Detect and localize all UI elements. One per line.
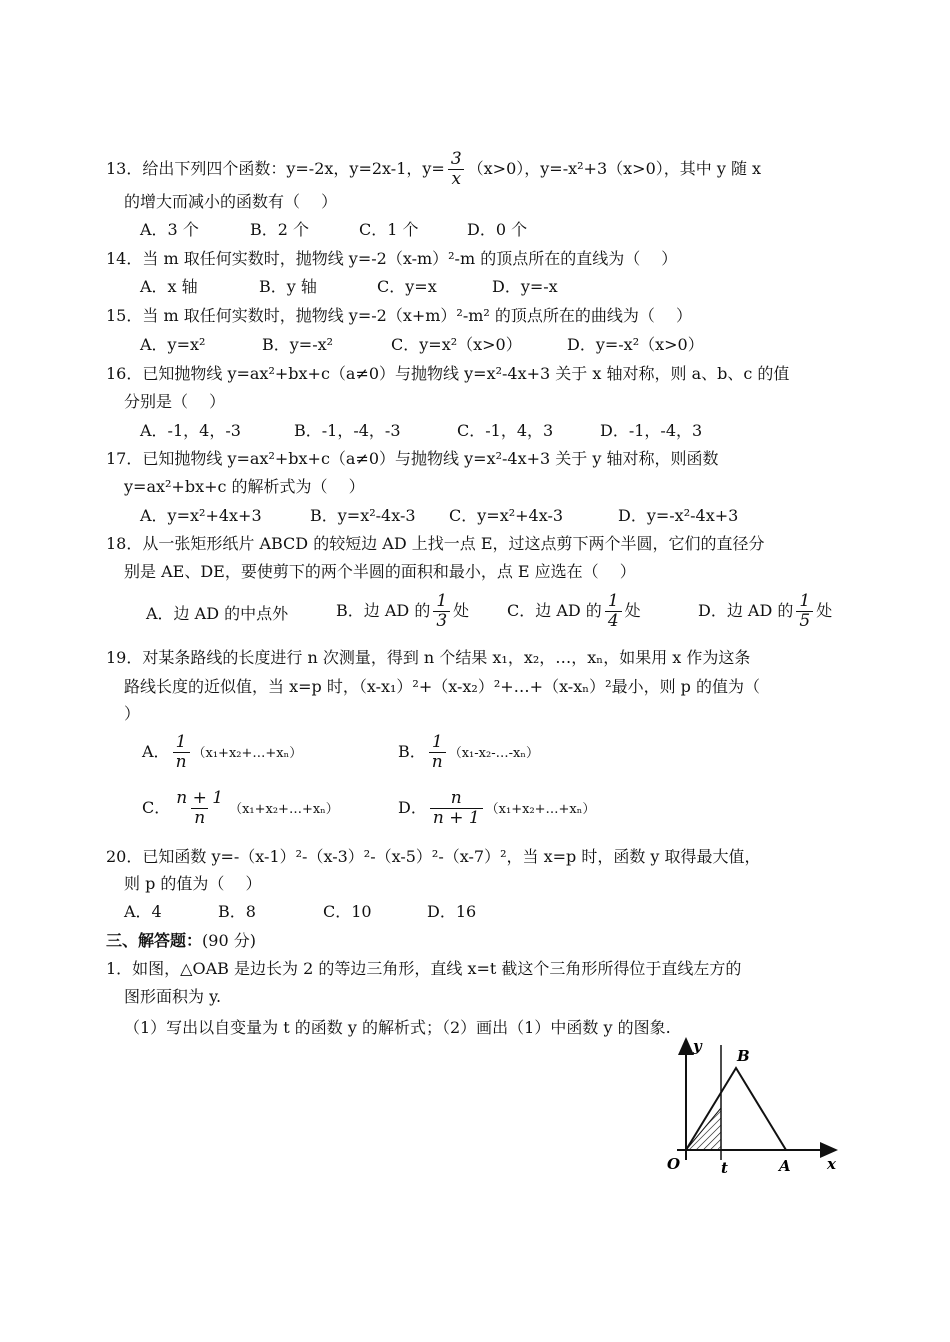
q17-option-c: C．y=x²+4x-3 xyxy=(449,506,564,525)
q18-option-c xyxy=(507,592,641,631)
section-score: (90 分) xyxy=(202,931,256,950)
frac-num: 1 xyxy=(175,732,187,752)
q15-option-a: A．y=x² xyxy=(140,335,206,354)
q13-head: 13．给出下列四个函数：y=-2x，y=2x-1，y= xyxy=(106,159,445,178)
frac-den: n xyxy=(191,808,208,828)
q19-option-d-fraction xyxy=(430,789,483,828)
q17-line1: 17．已知抛物线 y=ax²+bx+c（a≠0）与抛物线 y=x²-4x+3 关于 y 轴对称，则函数 xyxy=(106,449,719,468)
q16-line1: 16．已知抛物线 y=ax²+bx+c（a≠0）与抛物线 y=x²-4x+3 关于 x 轴对称，则 a、b、c 的值 xyxy=(106,364,790,383)
q15-option-b: B．y=-x² xyxy=(262,335,334,354)
q18-option-c-fraction xyxy=(605,592,622,631)
q20-line1: 20．已知函数 y=-（x-1）²-（x-3）²-（x-5）²-（x-7）²，当 x=p 时，函数 y 取得最大值， xyxy=(106,847,761,866)
p1-line2: 图形面积为 y. xyxy=(124,987,222,1006)
q18-option-b-suffix: 处 xyxy=(453,601,470,620)
q16-option-d: D．-1，-4，3 xyxy=(600,421,703,440)
q16-option-b: B．-1，-4，-3 xyxy=(294,421,401,440)
q19-option-b-fraction xyxy=(429,733,446,772)
label-t: t xyxy=(721,1159,728,1177)
q13-line2: 的增大而减小的函数有（ ） xyxy=(124,192,338,211)
q13-option-a: A．3 个 xyxy=(140,220,199,239)
q19-option-a xyxy=(142,733,302,772)
q13-option-d: D．0 个 xyxy=(467,220,528,239)
q19-option-c xyxy=(142,789,339,828)
frac-den: n xyxy=(173,752,190,772)
option-label: C． xyxy=(142,798,171,817)
q19-option-b xyxy=(398,733,539,772)
q20-line2: 则 p 的值为（ ） xyxy=(124,874,262,893)
q18-line1: 18．从一张矩形纸片 ABCD 的较短边 AD 上找一点 E，过这点剪下两个半圆，它们的直径分 xyxy=(106,534,765,553)
q20-option-b: B．8 xyxy=(218,902,256,921)
q15-option-c: C．y=x²（x>0） xyxy=(391,335,522,354)
q17-line2: y=ax²+bx+c 的解析式为（ ） xyxy=(124,477,365,496)
q18-option-d-pre: D．边 AD 的 xyxy=(698,601,794,620)
q18-option-c-suffix: 处 xyxy=(624,601,641,620)
q19-line3: ） xyxy=(124,704,141,723)
q13-fraction xyxy=(448,150,465,189)
q18-option-c-pre: C．边 AD 的 xyxy=(507,601,602,620)
q19-line2: 路线长度的近似值，当 x=p 时，（x-x₁）²+（x-x₂）²+…+（x-xₙ）²最小，则 p 的值为（ xyxy=(124,677,760,696)
q15-text: 15．当 m 取任何实数时，抛物线 y=-2（x+m）²-m² 的顶点所在的曲线为（ ） xyxy=(106,306,693,325)
frac-den: 4 xyxy=(605,611,622,631)
q18-line2: 别是 AE、DE，要使剪下的两个半圆的面积和最小，点 E 应选在（ ） xyxy=(124,562,636,581)
q18-option-d xyxy=(698,592,832,631)
label-y: y xyxy=(693,1037,702,1055)
q18-option-d-suffix: 处 xyxy=(816,601,833,620)
label-x: x xyxy=(827,1155,836,1173)
option-expression: （x₁+x₂+…+xₙ） xyxy=(192,746,303,761)
label-A: A xyxy=(779,1157,791,1175)
triangle-figure xyxy=(655,1035,855,1180)
q15-option-d: D．y=-x²（x>0） xyxy=(567,335,704,354)
q13-line1 xyxy=(106,150,761,189)
p1-line3: （1）写出以自变量为 t 的函数 y 的解析式；（2）画出（1）中函数 y 的图象. xyxy=(124,1018,671,1037)
q13-frac-num: 3 xyxy=(450,149,462,169)
q17-option-a: A．y=x²+4x+3 xyxy=(140,506,262,525)
option-label: B． xyxy=(398,742,426,761)
frac-num: n xyxy=(450,788,462,808)
q17-option-d: D．y=-x²-4x+3 xyxy=(618,506,739,525)
q19-line1: 19．对某条路线的长度进行 n 次测量，得到 n 个结果 x₁，x₂，…，xₙ，如果用 x 作为这条 xyxy=(106,648,751,667)
q13-frac-den: x xyxy=(448,169,464,189)
frac-den: 3 xyxy=(433,611,450,631)
frac-num: 1 xyxy=(799,591,811,611)
frac-den: 5 xyxy=(796,611,813,631)
p1-line1: 1．如图，△OAB 是边长为 2 的等边三角形，直线 x=t 截这个三角形所得位于直线左方的 xyxy=(106,959,742,978)
q13-tail: （x>0），y=-x²+3（x>0），其中 y 随 x xyxy=(467,159,762,178)
q13-option-b: B．2 个 xyxy=(250,220,310,239)
frac-den: n xyxy=(429,752,446,772)
q18-option-d-fraction xyxy=(796,592,813,631)
frac-den: n + 1 xyxy=(430,808,483,828)
q14-option-b: B．y 轴 xyxy=(259,277,317,296)
q20-option-a: A．4 xyxy=(124,902,162,921)
option-expression: （x₁+x₂+…+xₙ） xyxy=(229,802,339,817)
frac-num: 1 xyxy=(607,591,619,611)
q14-option-c: C．y=x xyxy=(377,277,437,296)
q18-option-b-fraction xyxy=(433,592,450,631)
q20-option-d: D．16 xyxy=(427,902,477,921)
label-B: B xyxy=(737,1047,750,1065)
q20-option-c: C．10 xyxy=(323,902,372,921)
shaded-area xyxy=(686,1108,721,1150)
q16-option-a: A．-1，4，-3 xyxy=(140,421,241,440)
q14-option-d: D．y=-x xyxy=(492,277,558,296)
q18-option-a: A．边 AD 的中点外 xyxy=(146,604,289,623)
q19-option-d xyxy=(398,789,595,828)
option-expression: （x₁+x₂+…+xₙ） xyxy=(485,802,596,817)
option-label: A． xyxy=(142,742,170,761)
frac-num: n + 1 xyxy=(176,788,224,808)
q19-option-c-fraction xyxy=(173,789,226,828)
q13-option-c: C．1 个 xyxy=(359,220,419,239)
q18-option-b-pre: B．边 AD 的 xyxy=(336,601,431,620)
q17-option-b: B．y=x²-4x-3 xyxy=(310,506,416,525)
q16-line2: 分别是（ ） xyxy=(124,392,226,411)
q16-option-c: C．-1，4，3 xyxy=(457,421,554,440)
frac-num: 1 xyxy=(431,732,443,752)
option-expression: （x₁-x₂-…-xₙ） xyxy=(448,746,539,761)
q14-option-a: A．x 轴 xyxy=(140,277,198,296)
section-title: 三、解答题： xyxy=(106,931,203,950)
frac-num: 1 xyxy=(436,591,448,611)
option-label: D． xyxy=(398,798,427,817)
q14-text: 14．当 m 取任何实数时，抛物线 y=-2（x-m）²-m 的顶点所在的直线为（ ） xyxy=(106,249,678,268)
label-O: O xyxy=(667,1155,681,1173)
q18-option-b xyxy=(336,592,469,631)
section-heading xyxy=(106,930,256,952)
q19-option-a-fraction xyxy=(173,733,190,772)
